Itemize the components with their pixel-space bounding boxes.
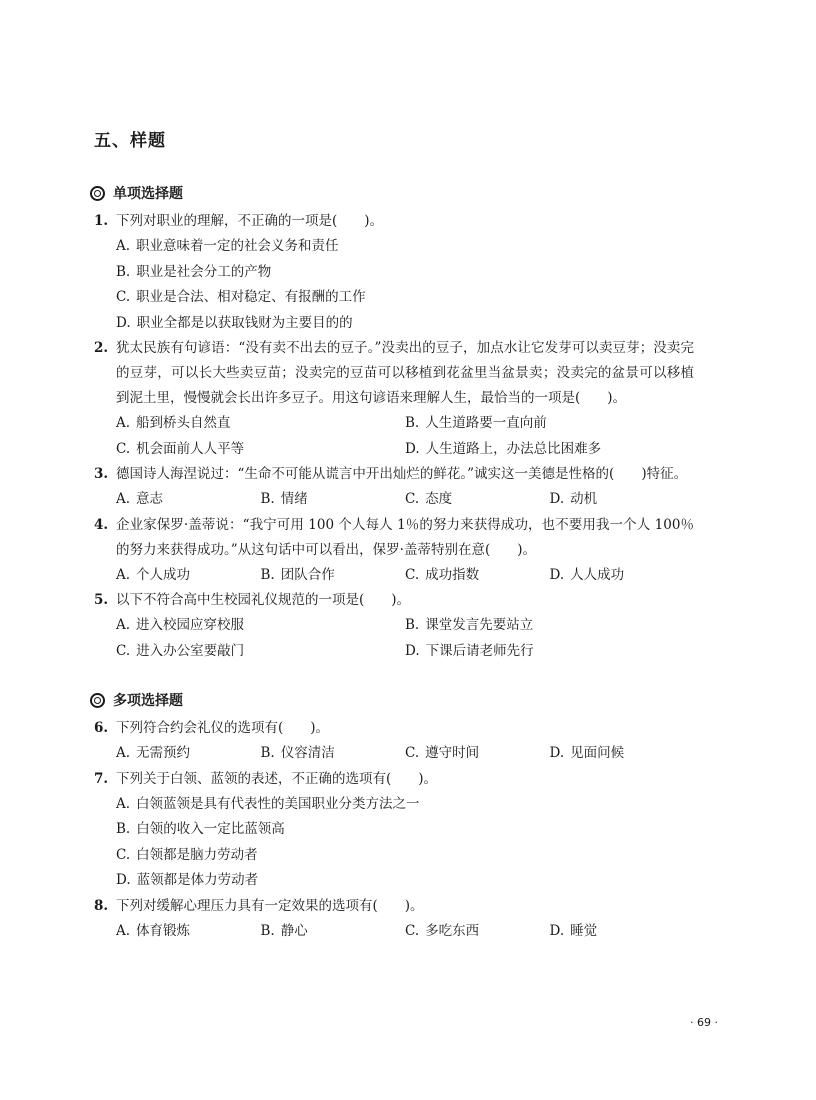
question-stem <box>94 716 694 741</box>
option-text: 仪容清洁 <box>280 745 335 761</box>
option-text: 动机 <box>570 491 598 507</box>
option-letter: C. <box>116 289 131 305</box>
question <box>94 767 694 894</box>
option-text: 职业是社会分工的产物 <box>136 263 272 280</box>
option-row <box>116 260 694 286</box>
option-row <box>116 843 694 869</box>
option-text: 人生道路要一直向前 <box>425 415 547 431</box>
option-text: 蓝领都是体力劳动者 <box>136 872 259 888</box>
option-row <box>116 919 694 945</box>
option-letter: D. <box>549 491 565 507</box>
question-number: 8. <box>94 897 109 914</box>
option-text: 职业全都是以获取钱财为主要目的的 <box>136 314 353 331</box>
option-letter: A. <box>116 922 131 939</box>
question-number: 2. <box>94 340 109 356</box>
option-letter: D. <box>549 745 565 761</box>
option-letter: A. <box>116 415 131 431</box>
option-letter: C. <box>116 846 131 863</box>
option-text: 人生道路上，办法总比困难多 <box>425 440 602 457</box>
option-text: 下课后请老师先行 <box>425 642 534 659</box>
answer-option <box>116 260 694 286</box>
answer-option <box>116 437 405 463</box>
option-text: 遵守时间 <box>425 745 480 761</box>
answer-option <box>405 411 694 437</box>
single-choice-section <box>94 183 694 664</box>
option-letter: C. <box>405 922 420 939</box>
question <box>94 894 694 945</box>
answer-option <box>261 919 406 945</box>
question-stem <box>94 588 694 613</box>
option-text: 船到桥头自然直 <box>136 415 231 431</box>
question <box>94 716 694 767</box>
answer-option <box>116 817 694 843</box>
answer-option <box>116 792 694 818</box>
question-text: 下列关于白领、蓝领的表述，不正确的选项有( )。 <box>116 770 438 787</box>
option-list <box>94 563 694 589</box>
option-letter: A. <box>116 745 131 761</box>
question-stem <box>94 894 694 919</box>
question-text: 德国诗人海涅说过：“生命不可能从谎言中开出灿烂的鲜花。”诚实这一美德是性格的( )特征。 <box>116 466 688 482</box>
answer-option <box>261 563 406 589</box>
answer-option <box>116 411 405 437</box>
option-letter: B. <box>116 263 131 280</box>
question <box>94 513 694 589</box>
option-letter: B. <box>260 491 275 507</box>
answer-option <box>550 487 695 513</box>
option-row <box>116 311 694 337</box>
answer-option <box>116 613 405 639</box>
option-letter: B. <box>260 745 275 761</box>
page-number: · 69 · <box>690 1016 718 1029</box>
answer-option <box>405 613 694 639</box>
option-letter: D. <box>405 642 420 659</box>
option-text: 意志 <box>136 491 164 507</box>
answer-option <box>116 285 694 311</box>
question <box>94 209 694 336</box>
multi-choice-section <box>94 690 694 944</box>
option-text: 课堂发言先要站立 <box>425 617 534 633</box>
option-text: 职业意味着一定的社会义务和责任 <box>136 238 339 254</box>
answer-option <box>116 487 261 513</box>
question-stem <box>94 767 694 792</box>
question-text: 企业家保罗·盖蒂说：“我宁可用 100 个人每人 1％的努力来获得成功，也不要用我一个人 100％的努力来获得成功。”从这句话中可以看出，保罗·盖蒂特别在意( )。 <box>116 516 694 558</box>
option-text: 睡觉 <box>570 922 598 939</box>
option-text: 人人成功 <box>570 566 625 583</box>
option-text: 成功指数 <box>425 566 480 583</box>
single-choice-title: 单项选择题 <box>113 186 183 202</box>
option-letter: C. <box>405 491 420 507</box>
option-list <box>94 234 694 336</box>
option-text: 态度 <box>425 491 453 507</box>
answer-option <box>116 563 261 589</box>
answer-option <box>405 639 694 665</box>
option-letter: D. <box>549 922 565 939</box>
option-letter: C. <box>116 642 131 659</box>
option-text: 见面问候 <box>570 745 625 761</box>
answer-option <box>261 487 406 513</box>
option-text: 静心 <box>280 922 308 939</box>
option-row <box>116 639 694 665</box>
option-letter: D. <box>405 440 420 457</box>
question-stem <box>94 336 694 411</box>
option-letter: B. <box>405 415 420 431</box>
option-letter: B. <box>260 922 275 939</box>
option-row <box>116 817 694 843</box>
question-number: 1. <box>94 213 109 229</box>
single-choice-heading <box>90 183 694 203</box>
answer-option <box>116 639 405 665</box>
multi-question-list <box>94 716 694 944</box>
option-row <box>116 792 694 818</box>
option-letter: C. <box>405 745 420 761</box>
option-text: 白领的收入一定比蓝领高 <box>136 821 285 837</box>
option-text: 白领都是脑力劳动者 <box>136 846 258 863</box>
option-letter: A. <box>116 566 131 583</box>
option-list <box>94 741 694 767</box>
question-stem <box>94 462 694 487</box>
option-list <box>94 411 694 462</box>
section-title: 五、样题 <box>94 131 166 151</box>
question-stem <box>94 209 694 234</box>
question-number: 6. <box>94 720 109 736</box>
question-text: 下列对缓解心理压力具有一定效果的选项有( )。 <box>116 897 424 914</box>
option-letter: C. <box>116 440 131 457</box>
option-letter: B. <box>260 566 275 583</box>
multi-choice-title: 多项选择题 <box>113 693 183 709</box>
double-circle-icon <box>90 693 105 708</box>
option-text: 个人成功 <box>136 566 191 583</box>
question-text: 下列对职业的理解，不正确的一项是( )。 <box>116 213 384 229</box>
answer-option <box>405 437 694 463</box>
option-row <box>116 487 694 513</box>
answer-option <box>116 234 694 260</box>
option-text: 体育锻炼 <box>136 922 191 939</box>
option-row <box>116 234 694 260</box>
option-letter: D. <box>116 872 131 888</box>
answer-option <box>116 919 261 945</box>
option-letter: D. <box>549 566 565 583</box>
option-row <box>116 411 694 437</box>
page-content <box>94 126 694 944</box>
question-stem <box>94 513 694 563</box>
question-number: 4. <box>94 516 109 533</box>
option-letter: C. <box>405 566 420 583</box>
option-letter: A. <box>116 491 131 507</box>
option-text: 进入办公室要敲门 <box>136 642 245 659</box>
question-number: 5. <box>94 592 109 608</box>
option-letter: A. <box>116 795 131 812</box>
question <box>94 462 694 513</box>
question-number: 7. <box>94 770 109 787</box>
option-row <box>116 285 694 311</box>
option-text: 职业是合法、相对稳定、有报酬的工作 <box>136 289 366 305</box>
question-text: 以下不符合高中生校园礼仪规范的一项是( )。 <box>116 592 411 608</box>
option-list <box>94 792 694 894</box>
answer-option <box>116 741 261 767</box>
option-letter: A. <box>116 238 131 254</box>
question <box>94 336 694 462</box>
question <box>94 588 694 664</box>
double-circle-icon <box>90 186 105 201</box>
answer-option <box>405 919 550 945</box>
option-row <box>116 741 694 767</box>
answer-option <box>116 843 694 869</box>
option-letter: D. <box>116 314 131 331</box>
question-text: 下列符合约会礼仪的选项有( )。 <box>116 720 330 736</box>
question-number: 3. <box>94 466 109 482</box>
single-question-list <box>94 209 694 664</box>
option-list <box>94 487 694 513</box>
option-text: 无需预约 <box>136 745 191 761</box>
option-text: 进入校园应穿校服 <box>136 617 245 633</box>
multi-choice-heading <box>90 690 694 710</box>
option-row <box>116 868 694 894</box>
answer-option <box>550 741 695 767</box>
option-row <box>116 437 694 463</box>
option-list <box>94 613 694 664</box>
option-letter: B. <box>116 821 131 837</box>
answer-option <box>405 741 550 767</box>
option-letter: A. <box>116 617 131 633</box>
answer-option <box>261 741 406 767</box>
option-row <box>116 563 694 589</box>
answer-option <box>116 311 694 337</box>
option-list <box>94 919 694 945</box>
question-text: 犹太民族有句谚语：“没有卖不出去的豆子。”没卖出的豆子，加点水让它发芽可以卖豆芽；没卖完的豆芽，可以长大些卖豆苗；没卖完的豆苗可以移植到花盆里当盆景卖；没卖完的盆景可以移植到泥土里，慢慢就会长出许多豆子。用这句谚语来理解人生，最恰当的一项是( )。 <box>116 340 694 406</box>
option-text: 白领蓝领是具有代表性的美国职业分类方法之一 <box>136 795 420 812</box>
option-text: 情绪 <box>280 491 308 507</box>
answer-option <box>405 563 550 589</box>
option-text: 团队合作 <box>280 566 335 583</box>
option-row <box>116 613 694 639</box>
answer-option <box>550 563 695 589</box>
answer-option <box>405 487 550 513</box>
option-letter: B. <box>405 617 420 633</box>
answer-option <box>550 919 695 945</box>
option-text: 机会面前人人平等 <box>136 440 245 457</box>
answer-option <box>116 868 694 894</box>
option-text: 多吃东西 <box>425 922 480 939</box>
